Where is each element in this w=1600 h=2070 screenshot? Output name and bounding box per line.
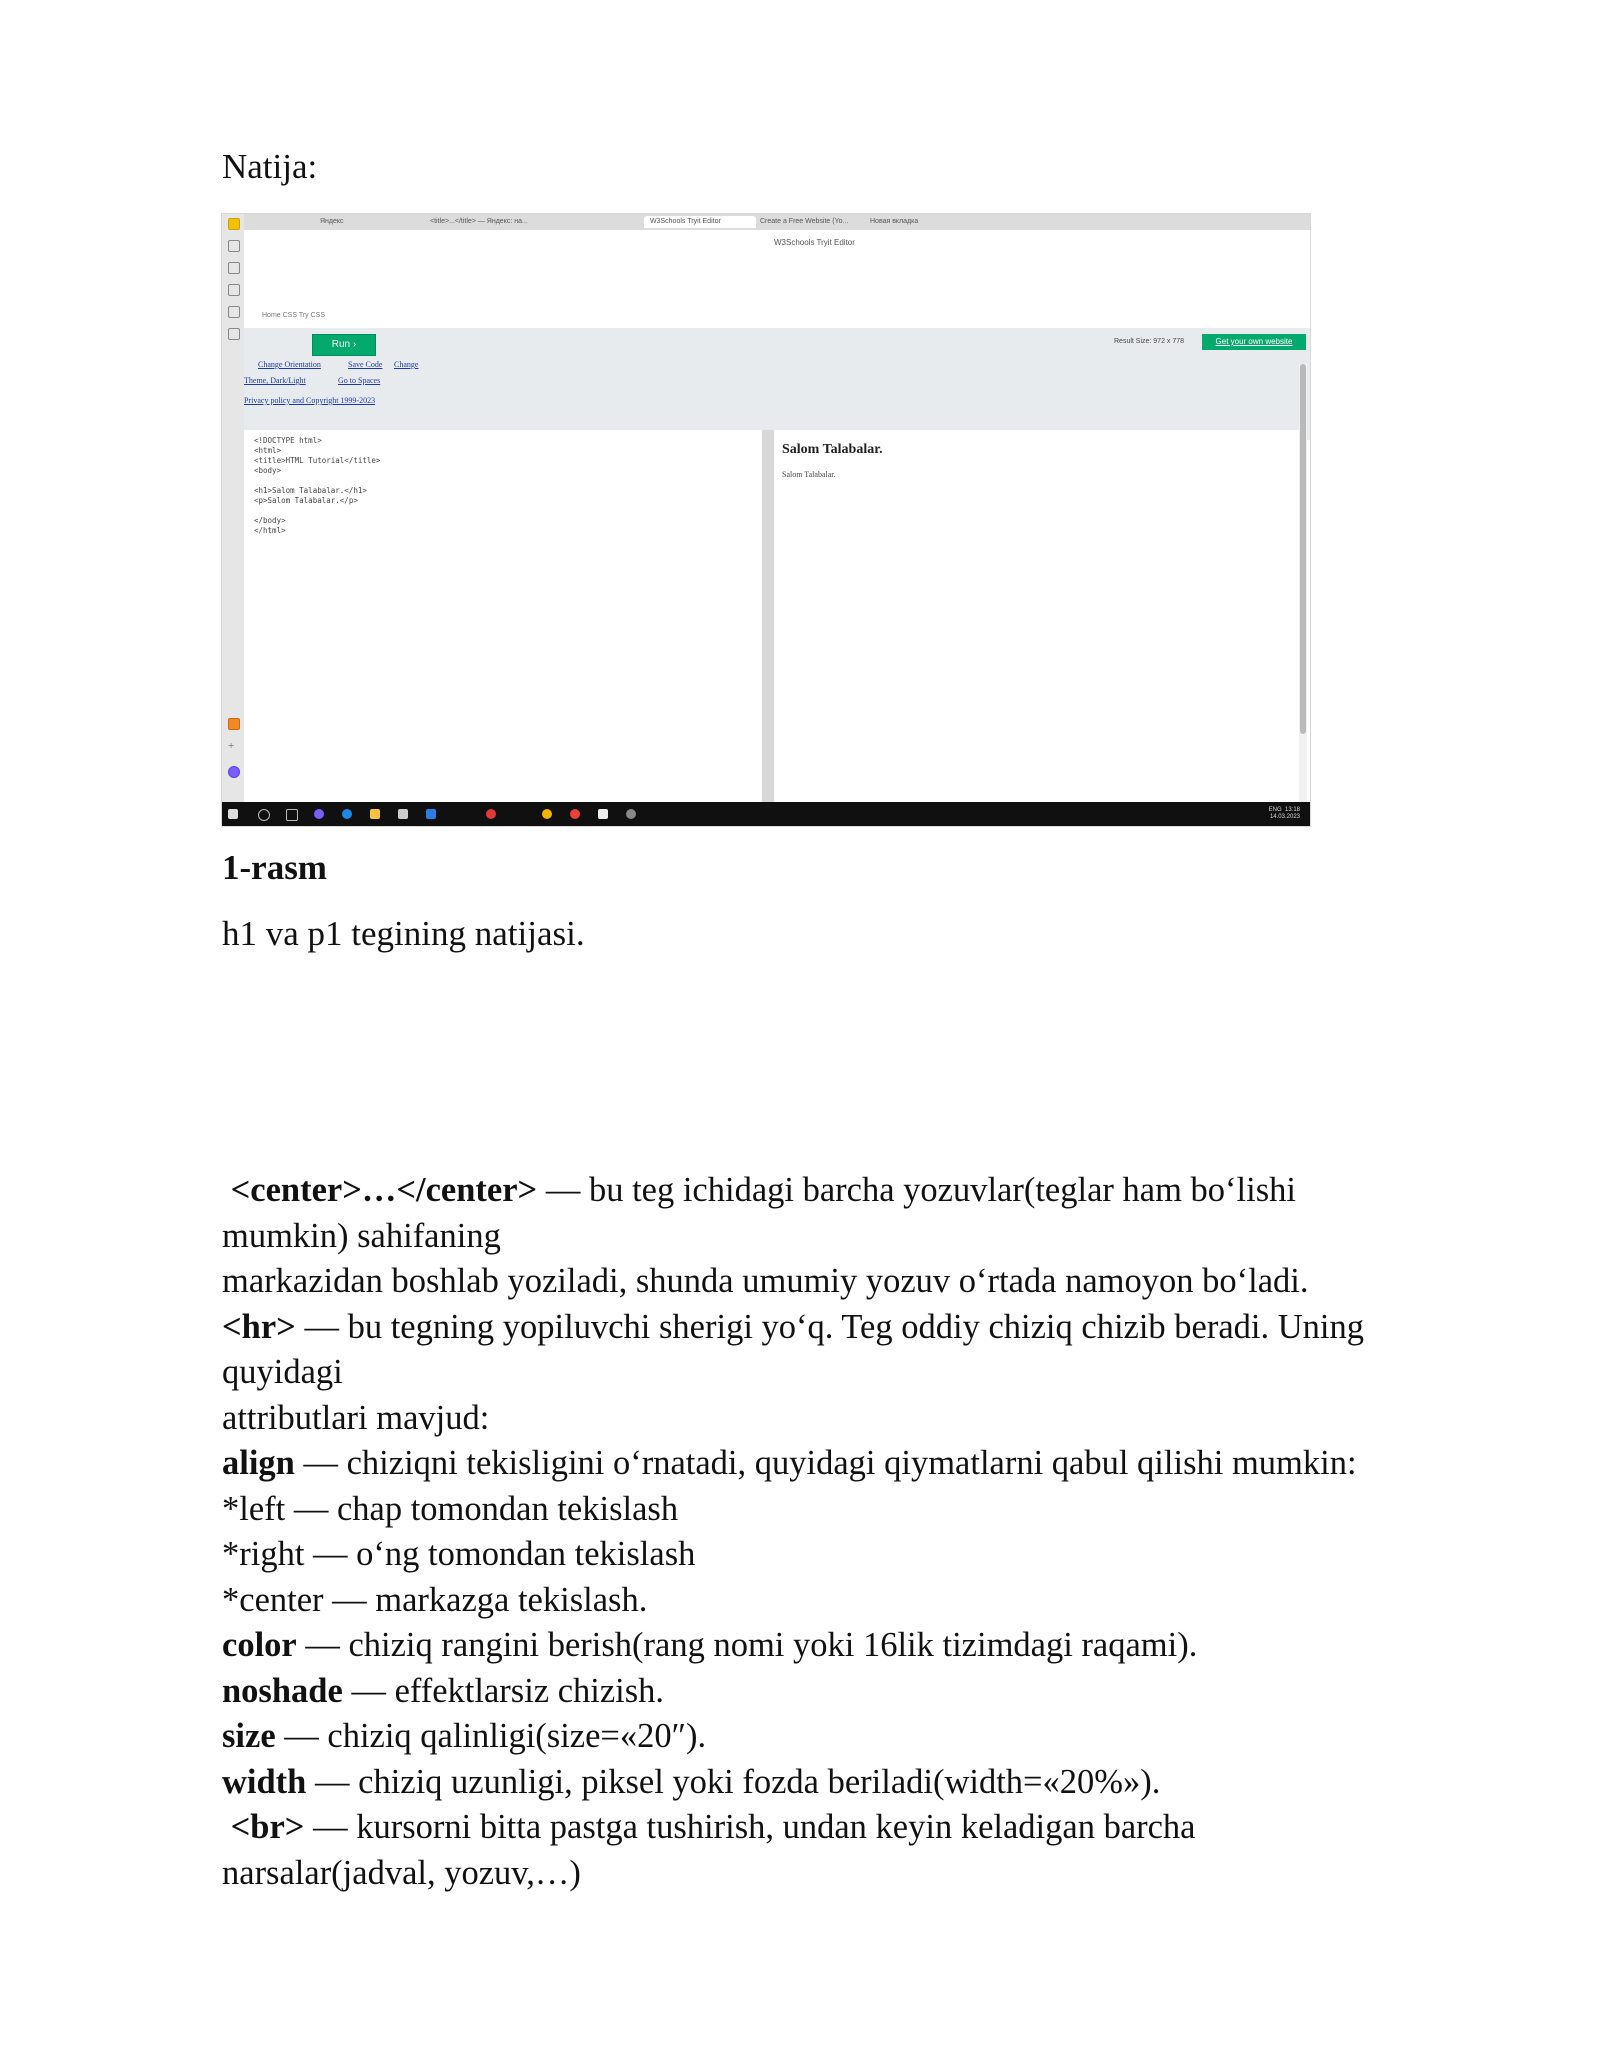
paragraph-line xyxy=(222,1714,1462,1760)
browser-icon xyxy=(314,809,324,819)
pane-divider xyxy=(762,430,774,810)
store-icon xyxy=(398,809,408,819)
paragraph-line xyxy=(222,1441,1462,1487)
align-term: align xyxy=(222,1444,295,1482)
width-term: width xyxy=(222,1762,307,1801)
code-text: <!DOCTYPE html> <html> <title>HTML Tutorial</title> <body> <h1>Salom Talabalar.</h1> <p>Salom Talabalar.</p> </body> </html> xyxy=(254,436,381,535)
theme-link: Theme, Dark/Light xyxy=(244,376,306,385)
tab-new: Новая вкладка xyxy=(870,218,919,225)
downloads-icon xyxy=(228,284,240,296)
embedded-screenshot xyxy=(222,214,1310,826)
tab-yandex: Яндекс xyxy=(320,218,344,225)
tab-create-website: Create a Free Website (Yo... xyxy=(760,218,849,225)
paragraph-line xyxy=(222,1805,1462,1851)
size-term: size xyxy=(222,1717,276,1755)
get-website-button: Get your own website xyxy=(1202,334,1306,350)
figure-caption: 1-rasm xyxy=(222,848,327,887)
history-icon xyxy=(228,240,240,252)
browser-sidebar xyxy=(222,214,244,826)
notepad-icon xyxy=(598,809,608,819)
paragraph-line xyxy=(222,1623,1462,1669)
paragraph-line: narsalar(jadval, yozuv,…) xyxy=(222,1853,581,1892)
paragraph-line: mumkin) sahifaning xyxy=(222,1216,501,1255)
chrome-icon xyxy=(570,809,580,819)
tray-date: 14.03.2023 xyxy=(1269,814,1300,820)
change-orientation-link: Change Orientation xyxy=(258,360,321,369)
add-icon: + xyxy=(228,740,235,752)
bookmarks-icon xyxy=(228,262,240,274)
br-description: — kursorni bitta pastga tushirish, undan keyin keladigan barcha xyxy=(304,1808,1196,1846)
paragraph-line xyxy=(222,1669,1462,1715)
result-paragraph: Salom Talabalar. xyxy=(782,470,836,479)
center-tag-term: <center>…</center> xyxy=(230,1171,538,1209)
assistant-icon xyxy=(228,766,240,778)
paragraph-line: quyidagi xyxy=(222,1353,343,1391)
app-icon-3 xyxy=(626,809,636,819)
align-description: — chiziqni tekisligini o‘rnatadi, quyidagi qiymatlarni qabul qilishi mumkin: xyxy=(294,1444,1357,1482)
run-button: Run › xyxy=(312,334,376,356)
change-link: Change xyxy=(394,360,419,369)
hr-tag-term: <hr> xyxy=(222,1307,296,1346)
collections-icon xyxy=(228,306,240,318)
center-description: — bu teg ichidagi barcha yozuvlar(teglar ham bo‘lishi xyxy=(537,1171,1296,1209)
notes-icon xyxy=(228,328,240,340)
app-icon xyxy=(228,718,240,730)
address-bar xyxy=(244,230,1310,256)
code-editor xyxy=(244,430,762,810)
system-tray xyxy=(1269,807,1300,821)
body-text xyxy=(222,1168,1462,1896)
result-scrollbar xyxy=(1299,364,1307,810)
tab-search: <title>...</title> — Яндекс: на... xyxy=(430,218,528,225)
paragraph-line: markazidan boshlab yoziladi, shunda umumiy yozuv o‘rtada namoyon bo‘ladi. xyxy=(222,1262,1309,1300)
width-description: — chiziq uzunligi, piksel yoki fozda beriladi(width=«20%»). xyxy=(306,1762,1161,1801)
figure-description: h1 va p1 tegining natijasi. xyxy=(222,914,585,953)
search-icon xyxy=(258,809,270,821)
windows-taskbar xyxy=(222,802,1310,826)
paragraph-line xyxy=(222,1760,1462,1806)
paragraph-line xyxy=(222,1168,1462,1214)
mail-icon xyxy=(426,809,436,819)
section-heading: Natija: xyxy=(222,147,318,186)
noshade-description: — effektlarsiz chizish. xyxy=(342,1671,665,1710)
yandex-icon xyxy=(486,809,496,819)
scroll-thumb xyxy=(1300,364,1306,734)
privacy-link: Privacy policy and Copyright 1999-2023 xyxy=(244,396,376,405)
task-view-icon xyxy=(286,809,298,821)
go-spaces-link: Go to Spaces xyxy=(338,376,381,385)
tab-tryit-editor: W3Schools Tryit Editor xyxy=(644,216,756,228)
breadcrumb: Home CSS Try CSS xyxy=(262,312,326,319)
color-description: — chiziq rangini berish(rang nomi yoki 16lik tizimdagi raqami). xyxy=(296,1626,1198,1664)
paragraph-line: attributlari mavjud: xyxy=(222,1398,490,1437)
tryit-toolbar xyxy=(244,328,1310,440)
folder-icon xyxy=(370,809,380,819)
noshade-term: noshade xyxy=(222,1671,343,1710)
result-heading: Salom Talabalar. xyxy=(782,442,883,457)
tray-language: ENG xyxy=(1268,807,1282,813)
hr-description: — bu tegning yopiluvchi sherigi yo‘q. Teg oddiy chiziq chizib beradi. Uning xyxy=(295,1307,1364,1346)
browser-tab-bar xyxy=(244,214,1310,230)
result-size: Result Size: 972 x 778 xyxy=(1114,338,1185,345)
list-item: *right — o‘ng tomondan tekislash xyxy=(222,1535,696,1573)
br-tag-term: <br> xyxy=(230,1808,305,1846)
paragraph-line xyxy=(222,1305,1462,1351)
result-pane xyxy=(774,430,1299,810)
page-title: W3Schools Tryit Editor xyxy=(774,238,855,247)
list-item: *center — markazga tekislash. xyxy=(222,1580,648,1619)
list-item: *left — chap tomondan tekislash xyxy=(222,1489,679,1528)
app-icon-2 xyxy=(542,809,552,819)
size-description: — chiziq qalinligi(size=«20″). xyxy=(275,1717,707,1755)
tray-time: 13:18 xyxy=(1284,807,1300,813)
save-code-link: Save Code xyxy=(348,360,383,369)
windows-start-icon xyxy=(228,809,238,819)
color-term: color xyxy=(222,1626,297,1664)
profile-icon xyxy=(228,218,240,230)
edge-icon xyxy=(342,809,352,819)
